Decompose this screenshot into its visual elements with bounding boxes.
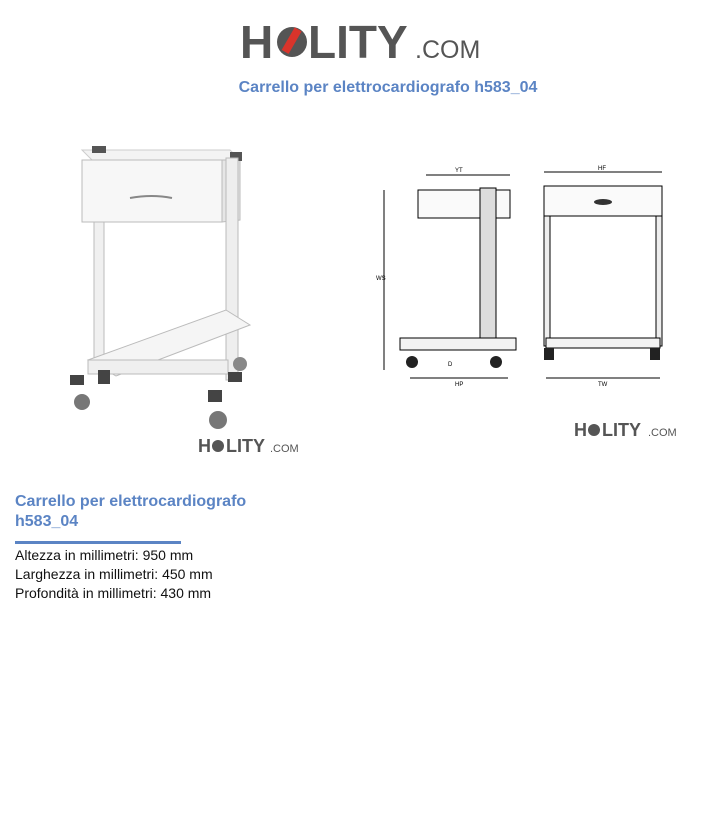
svg-text:.COM: .COM [270,443,299,455]
label-ws: WS [376,276,386,282]
technical-drawing [360,150,700,450]
svg-text:H: H [198,436,211,456]
product-title [15,492,275,532]
svg-text:H: H [574,420,587,440]
svg-text:LITY: LITY [602,420,641,440]
svg-text:.COM: .COM [648,427,677,439]
title-underline [15,541,181,544]
label-yt: YT [455,168,463,174]
logo-o-icon [277,27,307,57]
logo-suffix: .COM [415,36,480,64]
logo-text: LITY [308,16,408,66]
spec-width: Larghezza in millimetri: 450 mm [15,566,213,582]
spec-list [15,546,213,603]
svg-text:LITY: LITY [226,436,265,456]
label-hf: HF [598,166,606,172]
logo-letter-h: H [240,16,274,66]
label-tw: TW [598,382,608,388]
product-title-line2: h583_04 [15,513,79,530]
document-title: Carrello per elettrocardiografo h583_04 [238,79,538,96]
brand-logo [0,14,720,71]
product-title-line1: Carrello per elettrocardiografo [15,493,247,510]
label-d: D [448,362,453,368]
spec-height: Altezza in millimetri: 950 mm [15,547,194,563]
product-image [40,120,320,460]
spec-depth: Profondità in millimetri: 430 mm [15,585,212,601]
label-hp: HP [455,382,464,388]
